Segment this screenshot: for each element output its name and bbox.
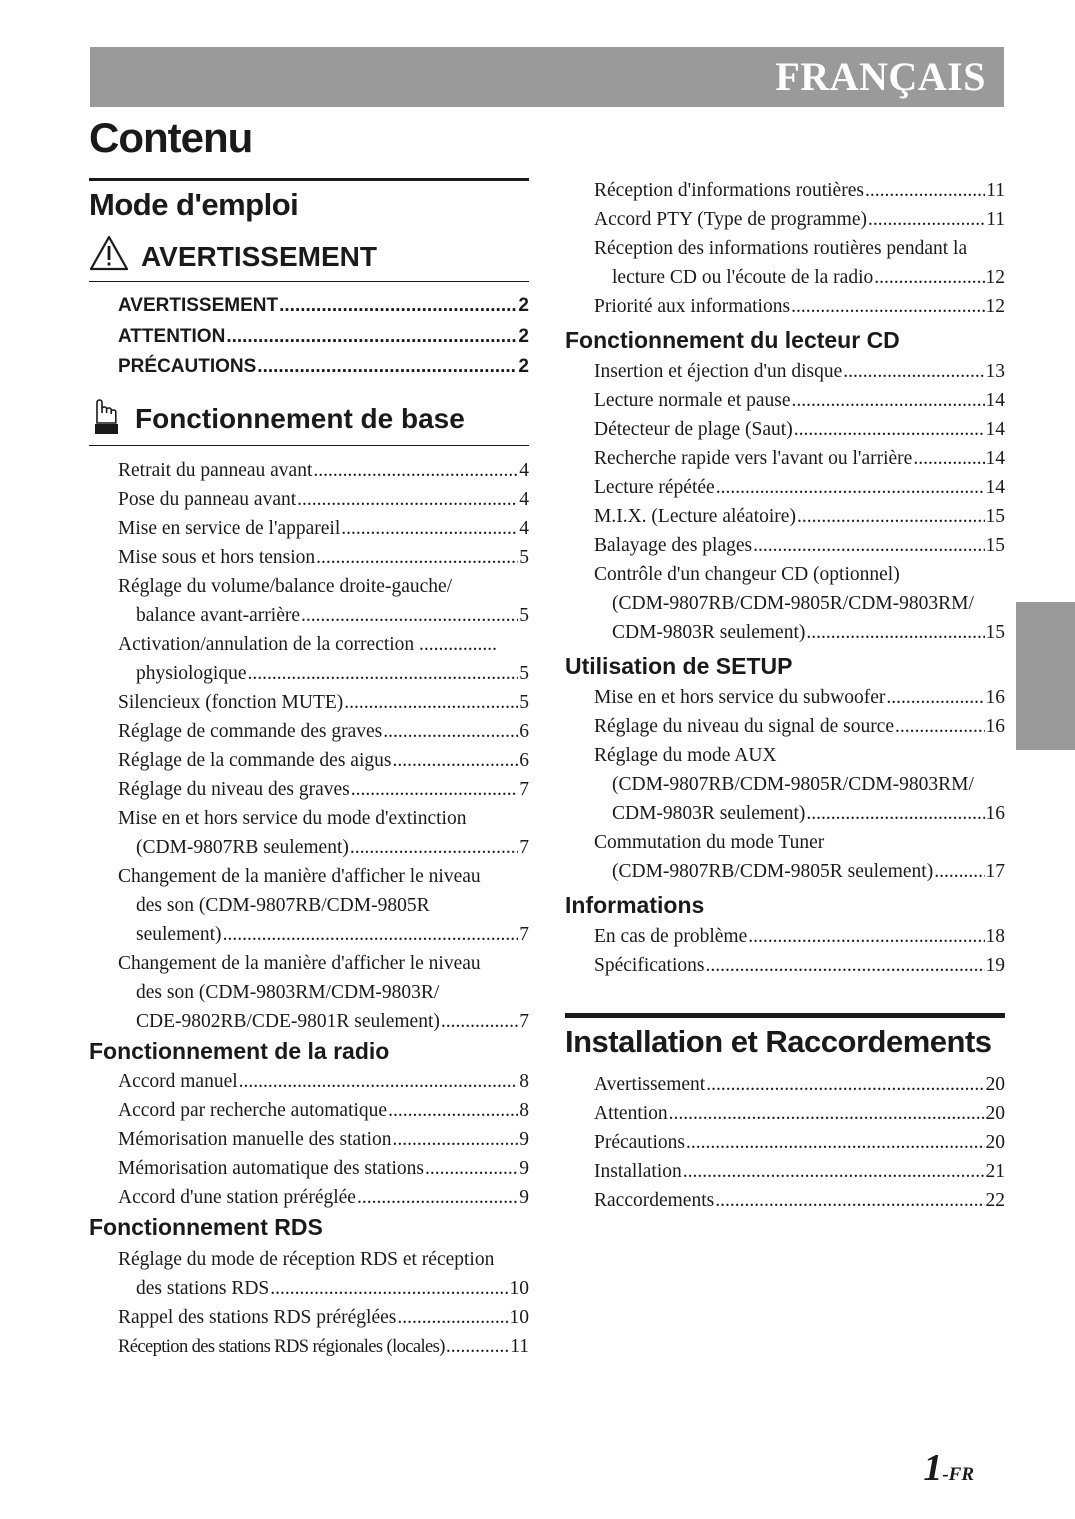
toc-entry-label: Installation xyxy=(594,1161,682,1182)
fonctionnement-base-heading xyxy=(89,397,529,446)
setup-heading: Utilisation de SETUP xyxy=(565,653,793,679)
toc-entry-row xyxy=(118,688,529,717)
toc-entry-row xyxy=(612,618,1005,647)
toc-dot-leader xyxy=(357,1183,518,1212)
toc-entry-label: CDM-9803R seulement) xyxy=(612,803,806,824)
toc-entry-label: Mise en et hors service du subwoofer xyxy=(594,687,886,708)
toc-entry-row xyxy=(594,176,1005,205)
toc-page-number: 7 xyxy=(519,923,529,945)
toc-dot-leader xyxy=(297,485,518,514)
toc-entry-row xyxy=(118,291,529,322)
toc-page-number: 20 xyxy=(985,1103,1005,1124)
toc-entry xyxy=(565,357,1005,386)
page-title: Contenu xyxy=(89,114,253,161)
radio-heading: Fonctionnement de la radio xyxy=(89,1037,390,1064)
toc-entry xyxy=(89,1245,529,1303)
toc-page-number: 17 xyxy=(985,861,1005,882)
toc-dot-leader xyxy=(279,291,517,322)
right-column xyxy=(565,176,1005,1215)
avertissement-heading-label: AVERTISSEMENT xyxy=(141,240,377,272)
toc-entry-row xyxy=(118,1154,529,1183)
toc-dot-leader xyxy=(806,618,984,647)
toc-dot-leader xyxy=(843,357,984,386)
toc-entry-label: M.I.X. (Lecture aléatoire) xyxy=(594,506,796,527)
toc-entry xyxy=(89,1125,529,1154)
toc-page-number: 15 xyxy=(985,506,1005,527)
toc-entry xyxy=(565,1157,1005,1186)
page-number xyxy=(923,1446,974,1490)
toc-entry-row xyxy=(136,1007,529,1036)
toc-dot-leader xyxy=(270,1274,508,1303)
toc-dot-leader xyxy=(301,601,518,630)
toc-entry-label: Précautions xyxy=(594,1132,685,1153)
toc-entry-row xyxy=(118,485,529,514)
toc-entry-row xyxy=(118,1096,529,1125)
toc-entry-label: Raccordements xyxy=(594,1190,715,1211)
toc-dot-leader xyxy=(895,712,985,741)
toc-page-number: 7 xyxy=(519,1010,529,1032)
toc-dot-leader xyxy=(392,746,518,775)
toc-dot-leader xyxy=(705,951,984,980)
toc-entry-label: En cas de problème xyxy=(594,926,748,947)
toc-dot-leader xyxy=(794,415,985,444)
toc-entry-row xyxy=(136,601,529,630)
toc-page-number: 6 xyxy=(519,749,529,771)
toc-entry-row xyxy=(118,1125,529,1154)
toc-entry-text: Réglage du volume/balance droite-gauche/ xyxy=(118,575,453,597)
toc-entry-row xyxy=(118,514,529,543)
toc-page-number: 18 xyxy=(985,926,1005,947)
toc-dot-leader xyxy=(791,292,984,321)
toc-dot-leader xyxy=(226,322,517,353)
toc-entry-label: Lecture normale et pause xyxy=(594,390,791,411)
toc-entry-text: Changement de la manière d'afficher le niveau xyxy=(118,952,481,974)
toc-entry-row xyxy=(136,833,529,862)
avertissement-list xyxy=(89,291,529,383)
toc-entry-text: (CDM-9807RB/CDM-9805R/CDM-9803RM/ xyxy=(612,593,974,614)
toc-entry xyxy=(565,712,1005,741)
toc-dot-leader xyxy=(316,543,518,572)
toc-entry xyxy=(565,560,1005,647)
toc-entry-row xyxy=(118,775,529,804)
toc-entry-label: Réglage du niveau des graves xyxy=(118,778,350,800)
toc-entry-row xyxy=(594,951,1005,980)
toc-dot-leader xyxy=(313,456,518,485)
toc-entry xyxy=(89,1303,529,1332)
toc-dot-leader xyxy=(797,502,985,531)
toc-entry-row xyxy=(594,502,1005,531)
toc-page-number: 15 xyxy=(985,622,1005,643)
toc-dot-leader xyxy=(351,775,518,804)
rds-list xyxy=(89,1245,529,1362)
toc-entry xyxy=(565,234,1005,292)
toc-entry xyxy=(89,746,529,775)
toc-page-number: 12 xyxy=(985,267,1005,288)
toc-entry xyxy=(565,1099,1005,1128)
toc-entry-text: Réception des informations routières pendant la xyxy=(594,238,968,259)
toc-entry xyxy=(89,1183,529,1212)
toc-page-number: 10 xyxy=(509,1306,529,1328)
toc-entry-label: Détecteur de plage (Saut) xyxy=(594,419,793,440)
toc-entry-row xyxy=(612,263,1005,292)
toc-page-number: 15 xyxy=(985,535,1005,556)
toc-entry-text: Activation/annulation de la correction ................ xyxy=(118,633,498,655)
toc-entry-label: physiologique xyxy=(136,662,247,684)
toc-entry xyxy=(565,444,1005,473)
toc-entry-label: balance avant-arrière xyxy=(136,604,300,626)
toc-entry xyxy=(565,1070,1005,1099)
toc-page-number: 14 xyxy=(985,390,1005,411)
toc-entry-label: Retrait du panneau avant xyxy=(118,459,313,481)
toc-page-number: 21 xyxy=(985,1161,1005,1182)
toc-entry-row xyxy=(118,456,529,485)
toc-entry-row xyxy=(594,386,1005,415)
toc-page-number: 5 xyxy=(519,691,529,713)
toc-dot-leader xyxy=(686,1128,985,1157)
toc-entry-label: Réception d'informations routières xyxy=(594,180,864,201)
toc-dot-leader xyxy=(393,1125,519,1154)
toc-dot-leader xyxy=(716,473,985,502)
toc-dot-leader xyxy=(865,176,985,205)
toc-entry-row xyxy=(594,415,1005,444)
toc-page-number: 22 xyxy=(985,1190,1005,1211)
toc-dot-leader xyxy=(248,659,519,688)
toc-entry xyxy=(565,176,1005,205)
toc-page-number: 6 xyxy=(519,720,529,742)
toc-entry-row xyxy=(594,1186,1005,1215)
toc-dot-leader xyxy=(748,922,984,951)
toc-dot-leader xyxy=(397,1303,508,1332)
toc-entry xyxy=(565,683,1005,712)
toc-entry-label: Mise sous et hors tension xyxy=(118,546,316,568)
installation-divider xyxy=(565,1013,1005,1018)
toc-dot-leader xyxy=(683,1157,985,1186)
toc-entry-label: Réglage de la commande des aigus xyxy=(118,749,392,771)
toc-page-number: 16 xyxy=(985,803,1005,824)
toc-entry-label: (CDM-9807RB/CDM-9805R seulement) xyxy=(612,861,934,882)
toc-entry xyxy=(565,1186,1005,1215)
toc-entry xyxy=(89,1154,529,1183)
toc-entry-label: Recherche rapide vers l'avant ou l'arrière xyxy=(594,448,913,469)
toc-entry-row xyxy=(118,746,529,775)
toc-page-number: 4 xyxy=(519,517,529,539)
hand-pointer-icon xyxy=(89,397,123,442)
toc-entry-label: Priorité aux informations xyxy=(594,296,791,317)
toc-page-number: 9 xyxy=(519,1157,529,1179)
toc-page-number: 5 xyxy=(519,604,529,626)
toc-entry xyxy=(565,473,1005,502)
toc-dot-leader xyxy=(425,1154,518,1183)
toc-entry-text: Contrôle d'un changeur CD (optionnel) xyxy=(594,564,900,585)
toc-page-number: 16 xyxy=(985,687,1005,708)
toc-dot-leader xyxy=(441,1007,518,1036)
toc-entry xyxy=(565,922,1005,951)
toc-entry xyxy=(89,352,529,383)
cd-list xyxy=(565,357,1005,647)
left-column xyxy=(89,178,529,1362)
toc-entry xyxy=(565,205,1005,234)
toc-entry xyxy=(565,951,1005,980)
toc-entry-text: Mise en et hors service du mode d'extinction xyxy=(118,807,467,829)
installation-title: Installation et Raccordements xyxy=(565,1024,992,1059)
fonctionnement-base-heading-label: Fonctionnement de base xyxy=(135,403,465,434)
toc-entry xyxy=(89,322,529,353)
section-divider xyxy=(89,178,529,181)
toc-dot-leader xyxy=(341,514,518,543)
toc-entry-row xyxy=(136,1274,529,1303)
toc-entry xyxy=(89,1067,529,1096)
toc-entry-text: Changement de la manière d'afficher le niveau xyxy=(118,865,481,887)
toc-entry-label: Balayage des plages xyxy=(594,535,753,556)
toc-entry-text: Réglage du mode AUX xyxy=(594,745,777,766)
toc-entry xyxy=(565,292,1005,321)
toc-page-number: 14 xyxy=(985,477,1005,498)
toc-dot-leader xyxy=(874,263,984,292)
toc-entry-row xyxy=(612,799,1005,828)
toc-entry xyxy=(565,415,1005,444)
toc-page-number: 7 xyxy=(519,778,529,800)
toc-entry xyxy=(89,1096,529,1125)
toc-entry-text: des son (CDM-9807RB/CDM-9805R xyxy=(136,894,430,916)
toc-page-number: 20 xyxy=(985,1074,1005,1095)
toc-dot-leader xyxy=(446,1332,509,1361)
toc-entry xyxy=(89,862,529,949)
toc-page-number: 9 xyxy=(519,1128,529,1150)
fonctionnement-base-list xyxy=(89,456,529,1036)
toc-entry-text: Commutation du mode Tuner xyxy=(594,832,825,853)
toc-entry xyxy=(89,572,529,630)
toc-page-number: 2 xyxy=(518,356,529,377)
toc-page-number: 10 xyxy=(509,1277,529,1299)
toc-entry-row xyxy=(594,531,1005,560)
toc-entry-text: des son (CDM-9803RM/CDM-9803R/ xyxy=(136,981,440,1003)
toc-page-number: 8 xyxy=(519,1070,529,1092)
installation-list xyxy=(565,1070,1005,1215)
toc-page-number: 2 xyxy=(518,325,529,347)
toc-entry-label: Attention xyxy=(594,1103,668,1124)
toc-entry-label: des stations RDS xyxy=(136,1277,270,1299)
toc-entry-row xyxy=(594,1128,1005,1157)
toc-entry xyxy=(89,485,529,514)
toc-entry-label: lecture CD ou l'écoute de la radio xyxy=(612,267,874,288)
toc-entry-label: CDM-9803R seulement) xyxy=(612,622,806,643)
toc-dot-leader xyxy=(223,920,519,949)
toc-entry-label: AVERTISSEMENT xyxy=(118,295,279,316)
toc-page-number: 2 xyxy=(518,295,529,316)
toc-entry xyxy=(565,531,1005,560)
toc-entry xyxy=(565,1128,1005,1157)
page-number-value: 1 xyxy=(923,1447,943,1489)
toc-entry-row xyxy=(118,1067,529,1096)
toc-entry xyxy=(89,630,529,688)
informations-list xyxy=(565,922,1005,980)
toc-dot-leader xyxy=(934,857,984,886)
toc-dot-leader xyxy=(715,1186,984,1215)
toc-entry-label: Accord PTY (Type de programme) xyxy=(594,209,867,230)
toc-entry-label: Lecture répétée xyxy=(594,477,715,498)
avertissement-heading xyxy=(89,235,529,282)
mode-emploi-title: Mode d'emploi xyxy=(89,187,299,222)
toc-page-number: 5 xyxy=(519,546,529,568)
toc-entry xyxy=(89,949,529,1036)
toc-entry-row xyxy=(594,444,1005,473)
toc-entry xyxy=(89,1332,529,1362)
toc-entry-row xyxy=(594,1157,1005,1186)
toc-dot-leader xyxy=(344,688,518,717)
toc-entry-label: CDE-9802RB/CDE-9801R seulement) xyxy=(136,1010,440,1032)
toc-entry-label: Silencieux (fonction MUTE) xyxy=(118,691,344,713)
toc-entry-row xyxy=(118,1303,529,1332)
toc-entry-label: Accord manuel xyxy=(118,1070,238,1092)
toc-entry xyxy=(565,386,1005,415)
toc-dot-leader xyxy=(868,205,985,234)
toc-dot-leader xyxy=(388,1096,518,1125)
toc-dot-leader xyxy=(257,352,517,383)
toc-dot-leader xyxy=(706,1070,984,1099)
toc-entry-label: Accord d'une station préréglée xyxy=(118,1186,356,1208)
toc-entry-row xyxy=(594,712,1005,741)
toc-page-number: 14 xyxy=(985,448,1005,469)
toc-entry-row xyxy=(594,1099,1005,1128)
toc-entry-label: Réception des stations RDS régionales (locales) xyxy=(118,1336,445,1357)
toc-dot-leader xyxy=(792,386,985,415)
toc-entry-label: Pose du panneau avant xyxy=(118,488,297,510)
toc-entry xyxy=(89,291,529,322)
toc-entry-text: Réglage du mode de réception RDS et réception xyxy=(118,1248,495,1270)
page-number-suffix: -FR xyxy=(942,1464,974,1485)
toc-entry-row xyxy=(118,543,529,572)
toc-page-number: 4 xyxy=(519,459,529,481)
toc-entry-row xyxy=(612,857,1005,886)
toc-page-number: 8 xyxy=(519,1099,529,1121)
rds-heading: Fonctionnement RDS xyxy=(89,1213,323,1240)
toc-entry-label: PRÉCAUTIONS xyxy=(118,356,257,377)
toc-entry xyxy=(565,502,1005,531)
toc-entry-label: Rappel des stations RDS préréglées xyxy=(118,1306,397,1328)
toc-page-number: 11 xyxy=(510,1335,529,1357)
toc-entry-label: Réglage du niveau du signal de source xyxy=(594,716,894,737)
toc-entry-row xyxy=(594,292,1005,321)
side-tab-marker xyxy=(1016,602,1075,750)
toc-page-number: 11 xyxy=(986,209,1005,230)
toc-page-number: 9 xyxy=(519,1186,529,1208)
toc-dot-leader xyxy=(383,717,518,746)
toc-entry-label: Mémorisation automatique des stations xyxy=(118,1157,424,1179)
toc-entry-label: Avertissement xyxy=(594,1074,706,1095)
toc-page-number: 16 xyxy=(985,716,1005,737)
toc-page-number: 13 xyxy=(985,361,1005,382)
toc-entry-label: Accord par recherche automatique xyxy=(118,1099,388,1121)
toc-entry-row xyxy=(118,717,529,746)
toc-entry xyxy=(565,741,1005,828)
toc-page-number: 19 xyxy=(985,955,1005,976)
toc-entry xyxy=(89,514,529,543)
toc-entry xyxy=(89,456,529,485)
language-banner xyxy=(90,47,1004,107)
toc-entry-label: Insertion et éjection d'un disque xyxy=(594,361,843,382)
radio-list xyxy=(89,1067,529,1212)
toc-dot-leader xyxy=(886,683,984,712)
toc-entry-row xyxy=(136,920,529,949)
toc-entry-row xyxy=(594,473,1005,502)
toc-page-number: 7 xyxy=(519,836,529,858)
toc-page-number: 11 xyxy=(986,180,1005,201)
toc-entry-row xyxy=(118,322,529,353)
toc-entry-label: Spécifications xyxy=(594,955,705,976)
toc-dot-leader xyxy=(913,444,984,473)
toc-entry-label: ATTENTION xyxy=(118,325,226,347)
toc-dot-leader xyxy=(350,833,518,862)
toc-entry-label: Mise en service de l'appareil xyxy=(118,517,341,539)
toc-entry xyxy=(565,828,1005,886)
toc-entry-row xyxy=(118,1183,529,1212)
toc-entry-label: Réglage de commande des graves xyxy=(118,720,383,742)
toc-page-number: 14 xyxy=(985,419,1005,440)
toc-entry-row xyxy=(118,1332,529,1362)
cd-heading: Fonctionnement du lecteur CD xyxy=(565,327,900,353)
toc-dot-leader xyxy=(239,1067,519,1096)
toc-dot-leader xyxy=(753,531,984,560)
toc-entry xyxy=(89,775,529,804)
toc-entry xyxy=(89,543,529,572)
toc-entry-label: Mémorisation manuelle des station xyxy=(118,1128,392,1150)
setup-list xyxy=(565,683,1005,886)
toc-entry-row xyxy=(594,1070,1005,1099)
informations-heading: Informations xyxy=(565,892,705,918)
toc-entry-text: (CDM-9807RB/CDM-9805R/CDM-9803RM/ xyxy=(612,774,974,795)
toc-entry-row xyxy=(136,659,529,688)
toc-entry xyxy=(89,717,529,746)
toc-dot-leader xyxy=(669,1099,985,1128)
toc-entry-row xyxy=(594,205,1005,234)
toc-entry-label: seulement) xyxy=(136,923,222,945)
toc-dot-leader xyxy=(806,799,984,828)
toc-entry xyxy=(89,688,529,717)
toc-entry-row xyxy=(118,352,529,383)
toc-entry-label: (CDM-9807RB seulement) xyxy=(136,836,349,858)
toc-entry-row xyxy=(594,922,1005,951)
warning-triangle-icon xyxy=(89,235,129,278)
toc-page-number: 20 xyxy=(985,1132,1005,1153)
toc-entry xyxy=(89,804,529,862)
toc-entry-row xyxy=(594,357,1005,386)
language-label: FRANÇAIS xyxy=(775,54,986,99)
toc-entry-row xyxy=(594,683,1005,712)
toc-page-number: 5 xyxy=(519,662,529,684)
rds-continued-list xyxy=(565,176,1005,321)
toc-page-number: 12 xyxy=(985,296,1005,317)
toc-page-number: 4 xyxy=(519,488,529,510)
